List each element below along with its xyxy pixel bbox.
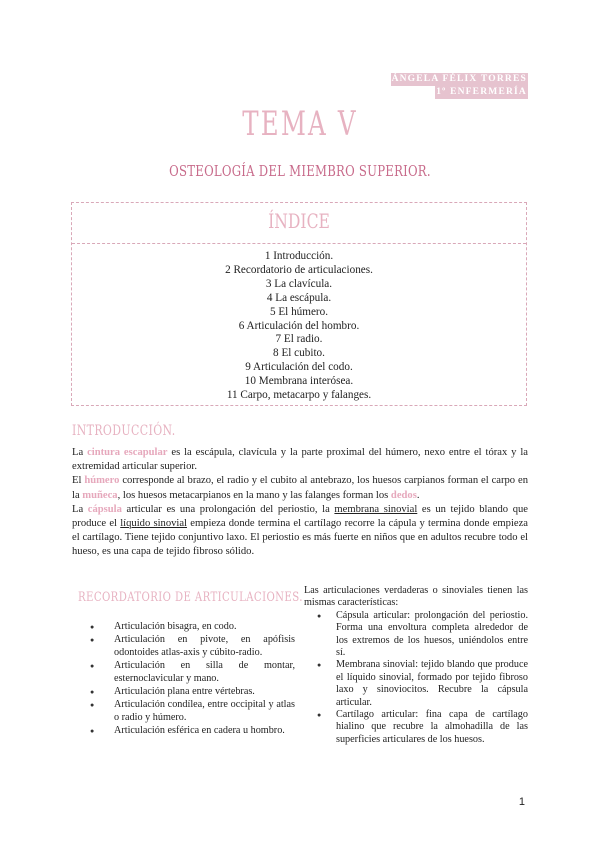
underlined-term: líquido sinovial [120,518,188,530]
highlight-term: húmero [84,475,120,487]
synovial-list [304,610,528,746]
list-item: ● Articulación en pivote, en apófisis odontoides atlas-axis y cúbito-radio. [90,634,295,659]
author-block [391,73,528,99]
index-item: 10 Membrana interósea. [244,375,354,388]
list-item: ● Membrana sinovial: tejido blando que produce el líquido sinovial, formado por tejido fibroso laxo y sinoviocitos. Recubre la cápsula articular. [304,659,528,709]
page-title: TEMA V [242,104,358,144]
index-item: 4 La escápula. [266,291,332,304]
list-item: ● Articulación bisagra, en codo. [90,621,295,633]
underlined-term: membrana sinovial [334,503,418,515]
index-divider [72,243,526,244]
highlight-term: dedos [390,489,417,501]
author-course: 1º ENFERMERÍA [436,87,527,97]
highlight-term: cápsula [87,503,122,515]
index-item: 7 El radio. [275,333,323,346]
page-number: 1 [518,796,525,808]
index-item: 3 La clavícula. [265,277,333,290]
index-item: 2 Recordatorio de articulaciones. [225,263,373,276]
highlight-term: muñeca [82,489,118,501]
index-box [71,202,527,406]
intro-paragraph-3: La cápsula articular es una prolongación del periostio, la membrana sinovial es un tejido blando que produce el líquido sinovial empieza donde termina el cartílago recorre la cápula y termina donde empieza el cartílago. Tiene tejido conjuntivo laxo. El periostio es más fuerte en niños que en adultos recubre todo el hueso, es una capa de tejido fibroso sólido. [72,503,529,558]
list-item: ● Cápsula articular: prolongación del periostio. Forma una envoltura completa alrededor de los extremos de los huesos, uniéndolos entre sí. [304,610,528,660]
articulations-list [90,621,295,739]
index-item: 5 El húmero. [269,305,329,318]
list-item: ● Articulación condílea, entre occipital y atlas o radio y húmero. [90,699,295,724]
index-list [72,250,526,403]
index-item: 6 Articulación del hombro. [238,319,360,332]
highlight-term: cintura escapular [87,447,168,458]
list-item: ● Cartílago articular: fina capa de cartílago hialino que recubre la almohadilla de las superficies articulares de los huesos. [304,709,528,746]
index-item: 9 Articulación del codo. [245,361,353,374]
introduction-text [72,446,528,560]
index-item: 8 El cubito. [273,347,325,360]
introduction-heading: INTRODUCCIÓN. [72,423,176,439]
index-item: 1 Introducción. [264,250,334,262]
intro-paragraph-2: El húmero corresponde al brazo, el radio y el cubito al antebrazo, los huesos carpianos forman el carpo en la muñeca, los huesos metacarpianos en la mano y las falanges forman los dedos. [72,475,528,501]
page-subtitle: OSTEOLOGÍA DEL MIEMBRO SUPERIOR. [169,162,431,180]
intro-paragraph-1: La cintura escapular es la escápula, clavícula y la parte proximal del húmero, nexo entre el tórax y la extremidad articular superior. [72,447,529,473]
articulations-heading: RECORDATORIO DE ARTICULACIONES. [78,590,303,605]
index-title: ÍNDICE [268,209,330,233]
author-name: ÁNGELA FÉLIX TORRES [391,74,527,84]
synovial-intro: Las articulaciones verdaderas o sinoviales tienen las mismas características: [304,585,528,609]
synovial-column [304,585,528,746]
list-item: ● Articulación en silla de montar, esternoclavicular y mano. [90,660,295,685]
list-item: ● Articulación esférica en cadera u hombro. [90,725,295,737]
list-item: ● Articulación plana entre vértebras. [90,686,295,698]
index-item: 11 Carpo, metacarpo y falanges. [226,389,372,402]
